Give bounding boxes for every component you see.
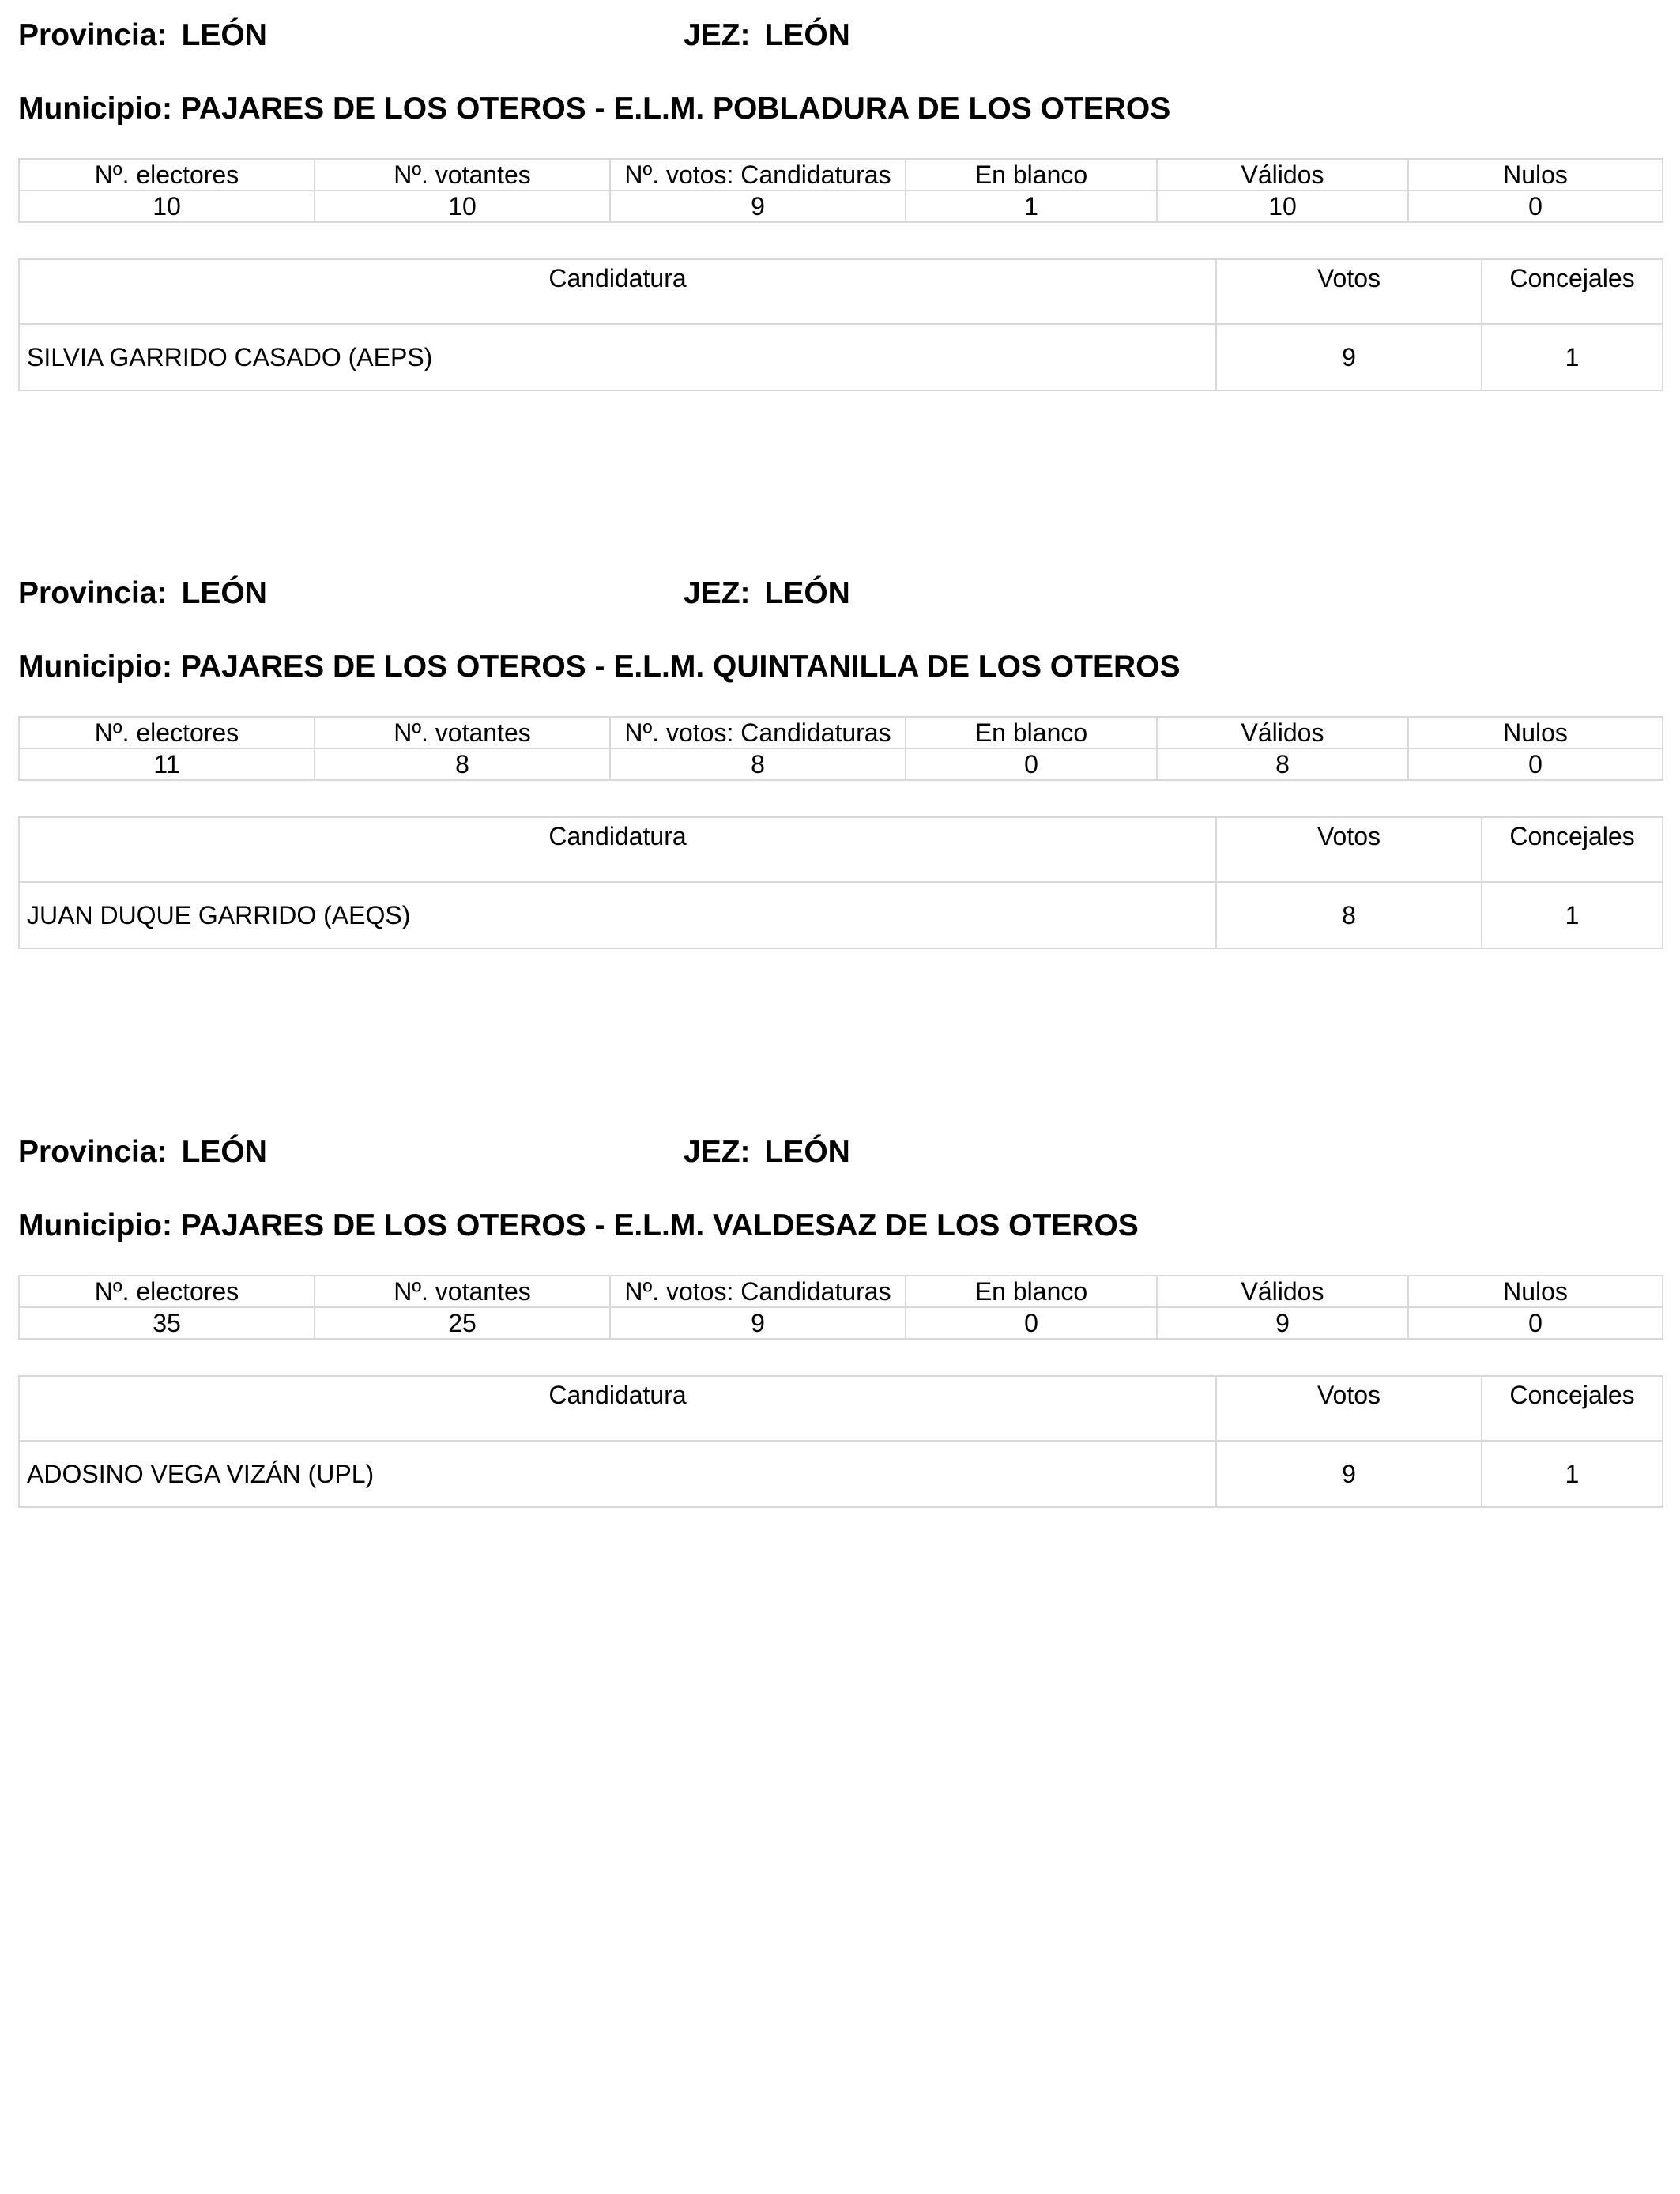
header-votos: Votos: [1216, 259, 1482, 324]
summary-votantes: 25: [315, 1307, 610, 1339]
candidate-row: [19, 324, 1663, 390]
summary-header-en-blanco: En blanco: [906, 717, 1157, 748]
summary-header-nulos: Nulos: [1408, 1276, 1663, 1307]
summary-header-votos-candidaturas: Nº. votos: Candidaturas: [610, 717, 906, 748]
candidate-name: SILVIA GARRIDO CASADO (AEPS): [19, 324, 1216, 390]
summary-header-nulos: Nulos: [1408, 159, 1663, 190]
jez-label: JEZ:: [684, 18, 751, 52]
summary-electores: 11: [19, 748, 315, 780]
municipio-label: Municipio:: [18, 92, 172, 126]
summary-nulos: 0: [1408, 1307, 1663, 1339]
jez-label: JEZ:: [684, 576, 751, 610]
header-concejales: Concejales: [1482, 817, 1663, 882]
header-candidatura: Candidatura: [19, 817, 1216, 882]
summary-header-validos: Válidos: [1157, 1276, 1408, 1307]
summary-en-blanco: 1: [906, 190, 1157, 222]
municipio-value: PAJARES DE LOS OTEROS - E.L.M. QUINTANILLA DE LOS OTEROS: [180, 650, 1181, 684]
candidates-header-row: [19, 1376, 1663, 1441]
summary-votos-candidaturas: 8: [610, 748, 906, 780]
candidate-name: ADOSINO VEGA VIZÁN (UPL): [19, 1441, 1216, 1507]
provincia-line: [18, 575, 267, 612]
summary-table: [18, 716, 1663, 781]
candidates-table: [18, 1375, 1663, 1508]
jez-value: LEÓN: [764, 18, 850, 52]
jez-line: [684, 1134, 850, 1171]
summary-header-row: [19, 1276, 1663, 1307]
summary-header-en-blanco: En blanco: [906, 1276, 1157, 1307]
candidate-concejales: 1: [1482, 1441, 1663, 1507]
municipio-line: [18, 1208, 1139, 1244]
summary-nulos: 0: [1408, 190, 1663, 222]
jez-label: JEZ:: [684, 1135, 751, 1169]
summary-votos-candidaturas: 9: [610, 1307, 906, 1339]
municipio-label: Municipio:: [18, 650, 172, 684]
header-concejales: Concejales: [1482, 259, 1663, 324]
jez-line: [684, 575, 850, 612]
summary-electores: 35: [19, 1307, 315, 1339]
candidate-votos: 8: [1216, 882, 1482, 948]
jez-value: LEÓN: [764, 576, 850, 610]
header-votos: Votos: [1216, 817, 1482, 882]
provincia-value: LEÓN: [181, 1135, 267, 1169]
summary-header-electores: Nº. electores: [19, 717, 315, 748]
summary-votos-candidaturas: 9: [610, 190, 906, 222]
municipio-value: PAJARES DE LOS OTEROS - E.L.M. POBLADURA DE LOS OTEROS: [180, 92, 1171, 126]
summary-header-nulos: Nulos: [1408, 717, 1663, 748]
provincia-line: [18, 17, 267, 54]
header-concejales: Concejales: [1482, 1376, 1663, 1441]
summary-validos: 8: [1157, 748, 1408, 780]
header-candidatura: Candidatura: [19, 259, 1216, 324]
summary-header-votantes: Nº. votantes: [315, 717, 610, 748]
provincia-label: Provincia:: [18, 576, 168, 610]
candidate-votos: 9: [1216, 1441, 1482, 1507]
provincia-value: LEÓN: [181, 576, 267, 610]
summary-value-row: [19, 748, 1663, 780]
summary-header-electores: Nº. electores: [19, 1276, 315, 1307]
provincia-line: [18, 1134, 267, 1171]
municipio-label: Municipio:: [18, 1208, 172, 1242]
candidate-concejales: 1: [1482, 324, 1663, 390]
summary-header-votos-candidaturas: Nº. votos: Candidaturas: [610, 1276, 906, 1307]
summary-en-blanco: 0: [906, 748, 1157, 780]
summary-header-validos: Válidos: [1157, 717, 1408, 748]
jez-value: LEÓN: [764, 1135, 850, 1169]
municipio-line: [18, 649, 1181, 685]
candidates-header-row: [19, 259, 1663, 324]
provincia-value: LEÓN: [181, 18, 267, 52]
summary-header-row: [19, 717, 1663, 748]
candidate-concejales: 1: [1482, 882, 1663, 948]
summary-header-votantes: Nº. votantes: [315, 1276, 610, 1307]
summary-header-electores: Nº. electores: [19, 159, 315, 190]
summary-value-row: [19, 1307, 1663, 1339]
jez-line: [684, 17, 850, 54]
summary-validos: 10: [1157, 190, 1408, 222]
candidates-table: [18, 816, 1663, 949]
summary-table: [18, 158, 1663, 223]
candidates-header-row: [19, 817, 1663, 882]
summary-header-validos: Válidos: [1157, 159, 1408, 190]
summary-header-votos-candidaturas: Nº. votos: Candidaturas: [610, 159, 906, 190]
candidate-votos: 9: [1216, 324, 1482, 390]
summary-table: [18, 1275, 1663, 1340]
municipio-value: PAJARES DE LOS OTEROS - E.L.M. VALDESAZ DE LOS OTEROS: [180, 1208, 1139, 1242]
summary-header-en-blanco: En blanco: [906, 159, 1157, 190]
summary-en-blanco: 0: [906, 1307, 1157, 1339]
candidates-table: [18, 258, 1663, 391]
summary-header-row: [19, 159, 1663, 190]
header-candidatura: Candidatura: [19, 1376, 1216, 1441]
provincia-label: Provincia:: [18, 1135, 168, 1169]
summary-electores: 10: [19, 190, 315, 222]
candidate-row: [19, 1441, 1663, 1507]
provincia-label: Provincia:: [18, 18, 168, 52]
summary-nulos: 0: [1408, 748, 1663, 780]
summary-value-row: [19, 190, 1663, 222]
summary-validos: 9: [1157, 1307, 1408, 1339]
summary-votantes: 8: [315, 748, 610, 780]
candidate-row: [19, 882, 1663, 948]
summary-votantes: 10: [315, 190, 610, 222]
header-votos: Votos: [1216, 1376, 1482, 1441]
candidate-name: JUAN DUQUE GARRIDO (AEQS): [19, 882, 1216, 948]
municipio-line: [18, 91, 1170, 127]
summary-header-votantes: Nº. votantes: [315, 159, 610, 190]
